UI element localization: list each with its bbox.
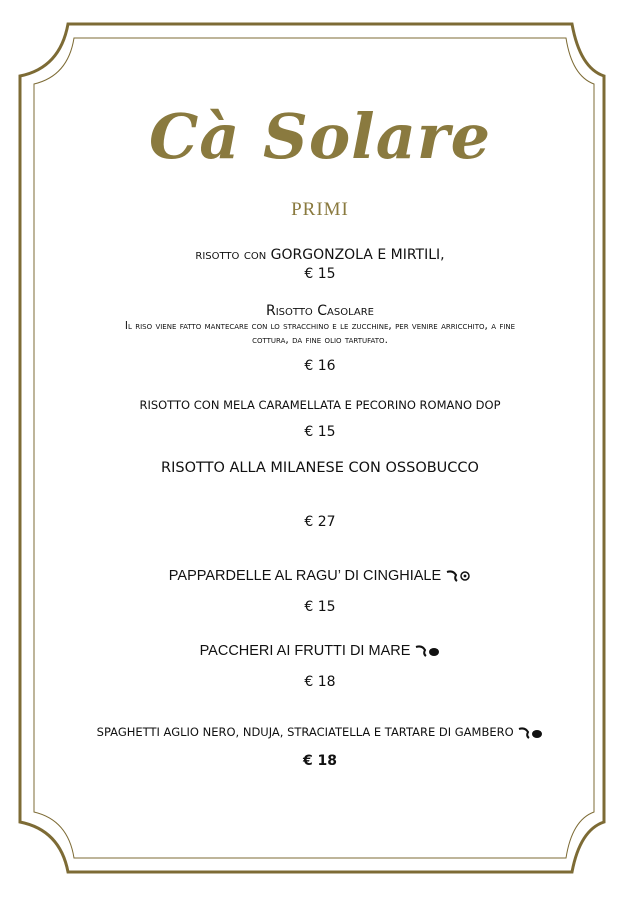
menu-item-name: SPAGHETTI AGLIO NERO, NDUJA, STRACIATELLA E TARTARE DI GAMBERO: [96, 725, 514, 739]
menu-item-price: € 15: [304, 599, 336, 615]
menu-item-price: € 15: [304, 424, 336, 440]
menu-item-row: [0, 568, 640, 584]
menu-item-name: PACCHERI AI FRUTTI DI MARE: [199, 643, 411, 659]
menu-item-row: [0, 643, 640, 659]
section-title: PRIMI: [291, 199, 349, 220]
restaurant-name: Cà Solare: [148, 100, 492, 173]
menu-item-description: Il riso viene fatto mantecare con lo stracchino e le zucchine, per venire arricchito, a fine: [124, 320, 516, 332]
menu-item-name: PAPPARDELLE AL RAGU’ DI CINGHIALE: [168, 568, 442, 584]
menu-item-name: RISOTTO ALLA MILANESE CON OSSOBUCCO: [161, 460, 479, 476]
menu-item-description: cottura, da fine olio tartufato.: [252, 334, 388, 346]
menu-item-name: risotto con GORGONZOLA E MIRTILI,: [195, 247, 445, 263]
menu-item-row: [0, 725, 640, 740]
menu-item-price: € 18: [302, 753, 338, 769]
allergen-icon: [517, 726, 543, 740]
menu-item-name: Risotto Casolare: [265, 303, 374, 319]
menu-item-price: € 15: [304, 266, 336, 282]
menu-item-name: RISOTTO CON MELA CARAMELLATA E PECORINO ROMANO DOP: [139, 398, 501, 412]
allergen-icon: [414, 644, 440, 658]
allergen-icon: [445, 569, 471, 583]
menu-item-price: € 27: [304, 514, 336, 530]
menu-item-price: € 18: [304, 674, 336, 690]
menu-item-price: € 16: [304, 358, 336, 374]
